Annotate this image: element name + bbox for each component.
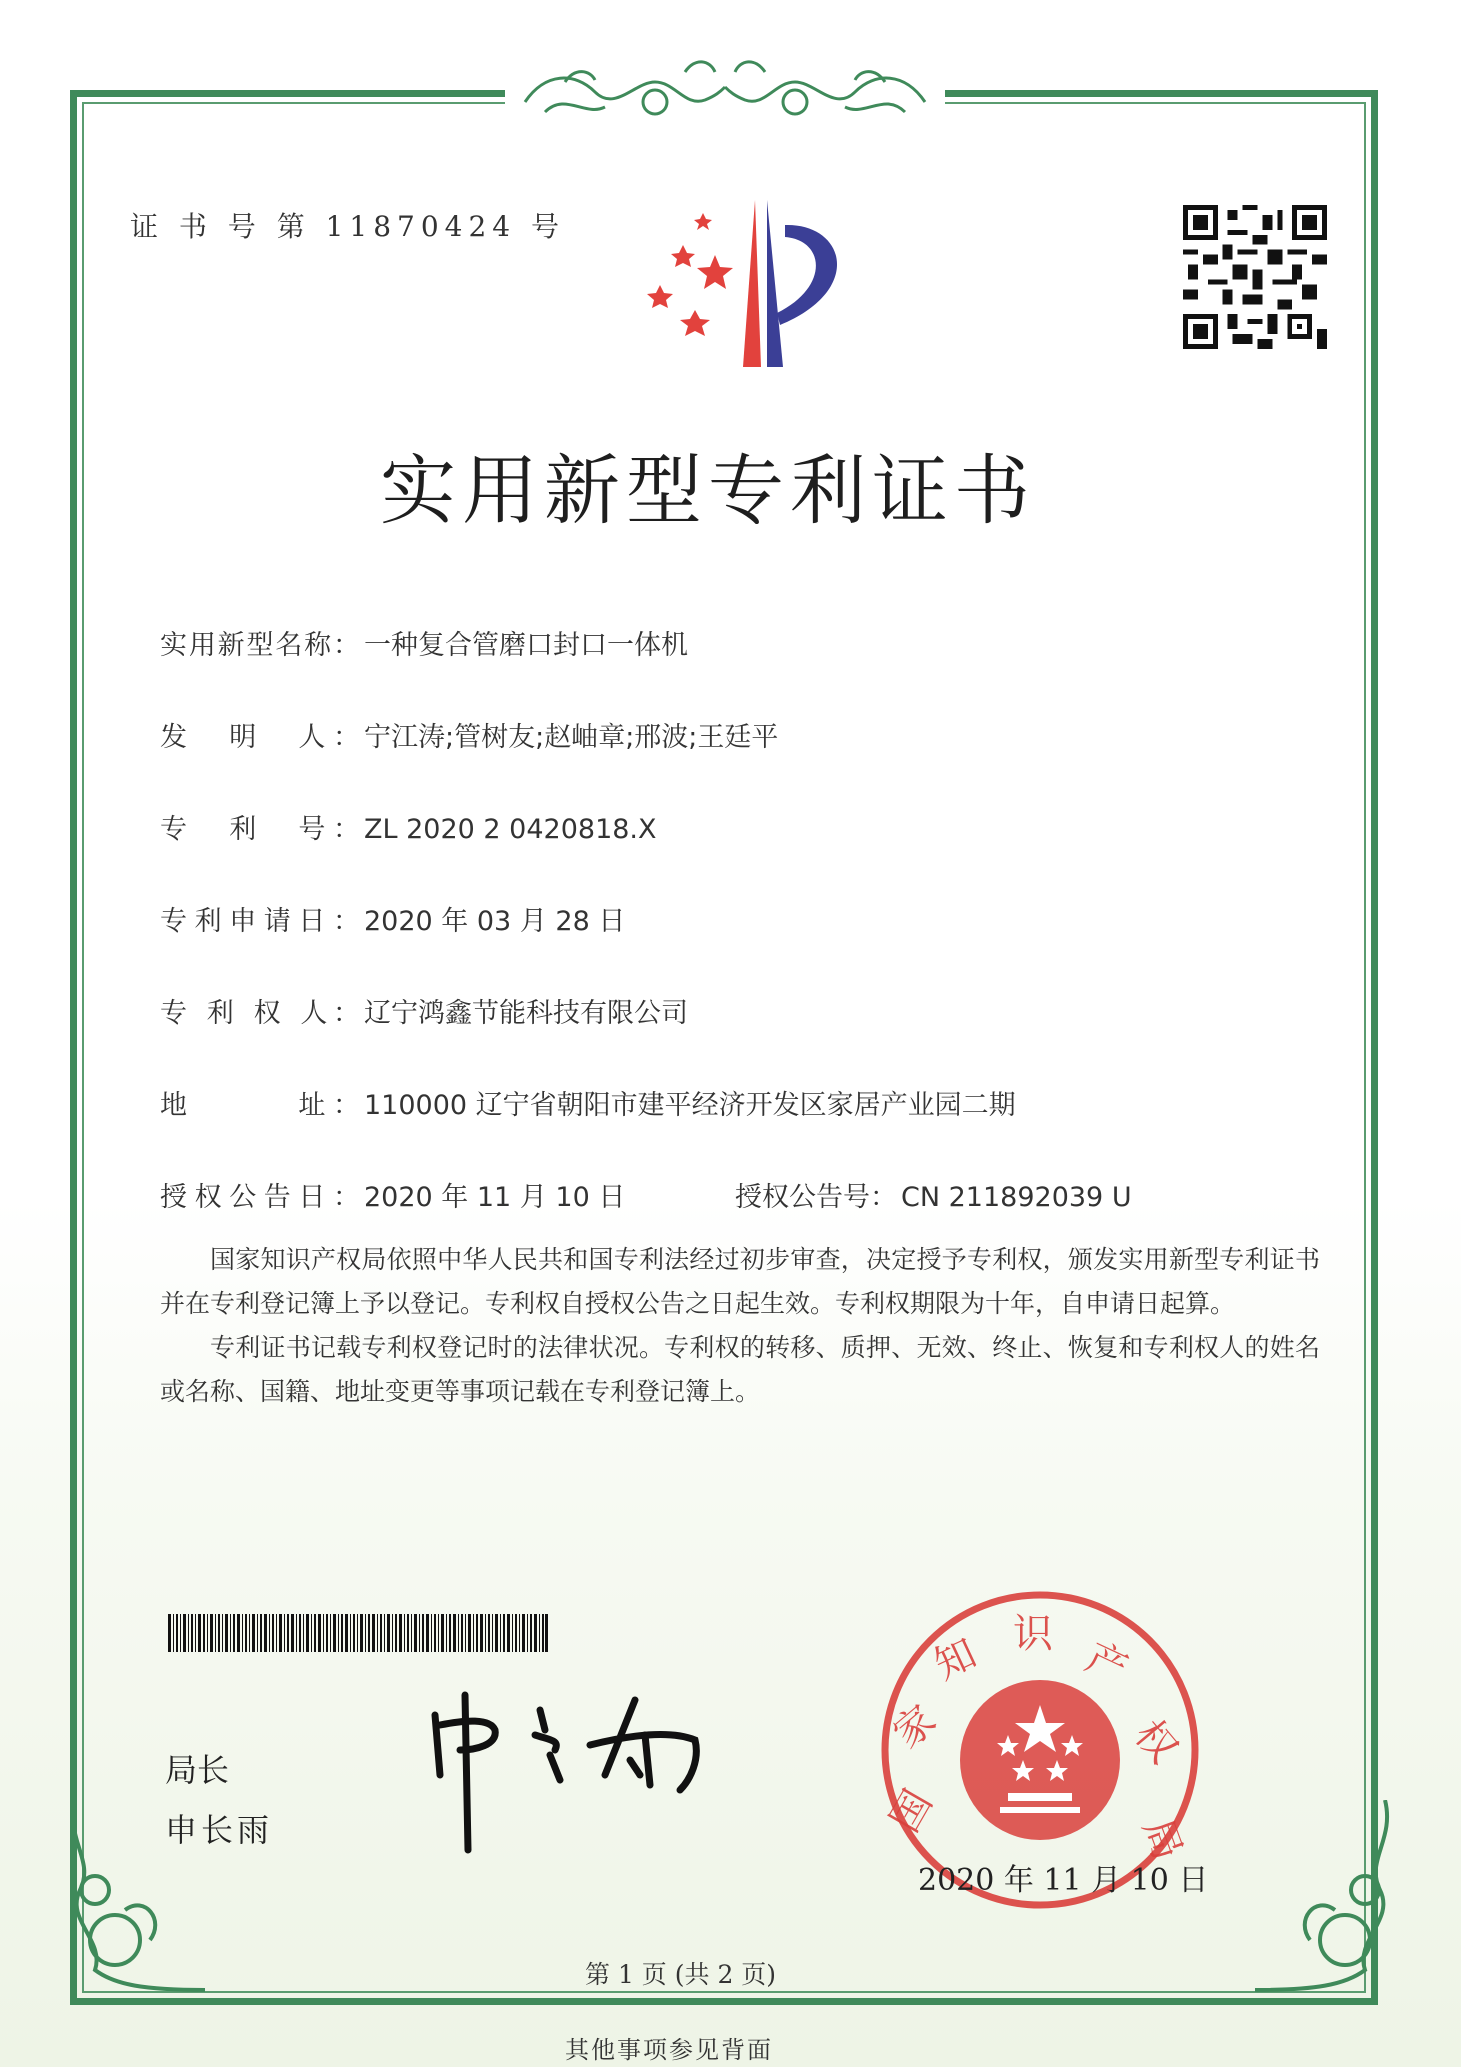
field-label: 专利申请日： (160, 906, 360, 937)
barcode-icon (168, 1614, 548, 1652)
director-title: 局长 (165, 1751, 230, 1789)
svg-text:家: 家 (884, 1696, 946, 1758)
legal-text (160, 1238, 1320, 1414)
field-value: ZL 2020 2 0420818.X (364, 814, 657, 845)
field-patentee (160, 991, 688, 1030)
field-announcement-number (735, 1175, 1132, 1214)
field-utility-model-name (160, 623, 688, 662)
field-value: 辽宁鸿鑫节能科技有限公司 (364, 998, 688, 1029)
field-label: 授权公告日： (160, 1182, 360, 1213)
svg-text:局: 局 (1133, 1812, 1191, 1867)
director-name: 申长雨 (165, 1811, 274, 1849)
svg-text:产: 产 (1078, 1634, 1135, 1693)
field-label: 专 利 号： (160, 814, 360, 845)
legal-paragraph-2: 专利证书记载专利权登记时的法律状况。专利权的转移、质押、无效、终止、恢复和专利权人的姓名或名称、国籍、地址变更等事项记载在专利登记簿上。 (160, 1333, 1320, 1406)
svg-text:权: 权 (1125, 1711, 1187, 1773)
field-value: 2020 年 03 月 28 日 (364, 906, 626, 937)
svg-text:国: 国 (881, 1782, 942, 1840)
certificate-number: 证 书 号 第 11870424 号 (130, 210, 566, 243)
svg-text:识: 识 (1013, 1611, 1053, 1657)
cnipa-logo-icon (615, 195, 855, 370)
field-label: 实用新型名称： (160, 630, 360, 661)
field-label: 发 明 人： (160, 722, 360, 753)
field-label: 授权公告号： (735, 1182, 897, 1213)
field-value: 110000 辽宁省朝阳市建平经济开发区家居产业园二期 (364, 1090, 1016, 1121)
legal-paragraph-1: 国家知识产权局依照中华人民共和国专利法经过初步审查，决定授予专利权，颁发实用新型专利证书并在专利登记簿上予以登记。专利权自授权公告之日起生效。专利权期限为十年，自申请日起算。 (160, 1245, 1320, 1318)
field-value: 2020 年 11 月 10 日 (364, 1182, 626, 1213)
back-note: 其他事项参见背面 (565, 2036, 773, 2064)
field-value: CN 211892039 U (901, 1182, 1132, 1213)
field-address (160, 1083, 1016, 1122)
signature-icon (420, 1690, 750, 1860)
corner-ornament-icon (1255, 1800, 1405, 2000)
page-indicator: 第 1 页 (共 2 页) (585, 1960, 777, 1989)
certificate-title: 实用新型专利证书 (380, 446, 1036, 535)
seal-date: 2020 年 11 月 10 日 (918, 1863, 1209, 1898)
field-inventors (160, 715, 778, 754)
field-application-date (160, 899, 625, 938)
top-ornament-icon (505, 52, 945, 132)
field-grant-date (160, 1175, 625, 1214)
svg-text:知: 知 (927, 1630, 984, 1690)
field-value: 宁江涛;管树友;赵岫章;邢波;王廷平 (364, 722, 779, 753)
field-label: 专 利 权 人： (160, 998, 360, 1029)
qr-code-icon (1183, 205, 1327, 349)
field-patent-number (160, 807, 657, 846)
field-value: 一种复合管磨口封口一体机 (364, 630, 688, 661)
field-label: 地 址： (160, 1090, 360, 1121)
